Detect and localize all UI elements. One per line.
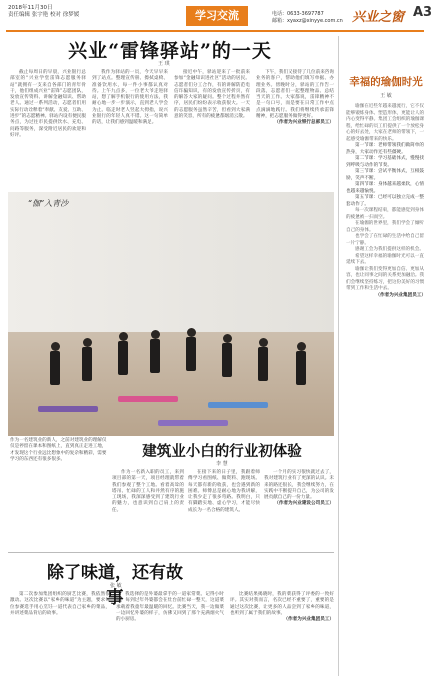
sidebar-line: 希望这样幸福的瑜伽时光可以一直延续下去。 <box>346 253 424 265</box>
sidebar-title: 幸福的瑜伽时光 <box>349 76 423 88</box>
editor-line: 责任编辑 张宇艳 校对 徐梦媛 <box>8 12 80 18</box>
article1-column-4: 下午，我们又接待了几位前来咨询业务的客户，帮助他们填写单据、办理业务。傍晚时分，驿站的工作告一段落，志愿者们一起整理物品、总结当天的工作。大家都说，雷锋精神不是一句口号，而是要在日常工作中点点滴滴地践行。我们将继续传承雷锋精神，把志愿服务做得更好。 （作者为兴业银行总部员工） <box>256 70 334 126</box>
section-title: 学习交流 <box>186 6 248 26</box>
article2-column-1: 作为一名新入职的员工，来到项目部的第一天，项目经理就带着我们参观了整个工地。看着高耸的塔吊、忙碌的工人和井然有序的施工现场，我深深感受到了建筑行业的魅力，也意识到自己肩上的责任。 <box>112 470 184 513</box>
column-divider <box>338 36 339 676</box>
phone-number: 电话：0633-3697787 <box>272 11 324 17</box>
yoga-mat <box>38 406 98 412</box>
article1-source: （作者为兴业银行总部员工） <box>274 120 334 126</box>
article3-column-1: 第二次参加集团组织的厨艺比赛，我依然很激动。这次比赛以“家乡的味道”为主题，要求每位参赛选手用心烹饪一道代表自己家乡的菜品，并讲述菜品背后的故事。 <box>10 592 110 616</box>
yoga-person <box>116 332 130 375</box>
yoga-mat <box>208 402 268 408</box>
article2-column-2: 在接下来的日子里，我跟着师傅学习看图纸、做资料、跑现场。每天都有新的收获，也会遇到新的困难。师傅总是耐心地为我讲解，让我少走了很多弯路。我明白，只有脚踏实地、虚心学习，才能尽快成长为一名合格的建筑人。 <box>188 470 260 513</box>
sidebar-line: 第五节课：已经可以独立完成一整套动作了。 <box>346 195 424 207</box>
article1-title: 兴业“雷锋驿站”的一天 <box>68 40 272 62</box>
article3-title: 除了味道，还有故事 <box>47 563 183 608</box>
sidebar-body <box>346 104 426 299</box>
article3-author: 张 敏 <box>110 583 122 589</box>
yoga-mat <box>118 396 178 402</box>
yoga-person <box>256 338 270 381</box>
yoga-mat <box>158 420 228 426</box>
email-address: 邮箱：xyaxz@xinyye.com.cn <box>272 18 343 24</box>
article1-author: 王 琪 <box>158 61 170 67</box>
page-number: A3 <box>413 5 432 20</box>
header-meta <box>8 5 79 19</box>
article3-source: （作者为兴业集团员工） <box>283 617 334 623</box>
photo-caption: “伽”入青沙 <box>28 199 69 208</box>
issue-date: 2018年11月30日 <box>8 5 53 11</box>
sidebar-author: 王 敏 <box>380 93 392 99</box>
photo-wall <box>8 192 334 332</box>
sidebar-outro: 瑜伽让我们变得更加自信、更加从容，也让同事之间的关系更加融洽。我们会继续坚持练习，把这份美好的习惯带到工作和生活中去。 <box>346 266 425 291</box>
yoga-person <box>294 342 308 385</box>
sidebar-line: 第一节课：老师带领我们做简单的热身，大家动作还有些僵硬。 <box>346 143 424 155</box>
yoga-person <box>48 342 62 385</box>
yoga-person <box>80 338 94 381</box>
header-divider <box>6 30 424 32</box>
yoga-class-photo <box>8 192 334 436</box>
article2-author: 李 慧 <box>216 461 228 467</box>
yoga-person <box>148 330 162 373</box>
sidebar-source: （作者为兴业集团员工） <box>375 292 426 298</box>
sidebar-line: 在瑜伽的世界里，我们学会了倾听自己的身体。 <box>346 221 424 233</box>
brand-logo: 兴业之窗 <box>352 10 405 25</box>
sidebar-line: 第三节课：尝试平衡体式，互相鼓励，笑声不断。 <box>346 169 424 181</box>
photo-caption-text: 作为一名建筑业的新人，之前对建筑业的理解仅仅是停留在课本和图纸上，直到真正走进工地，才发现这个行业远比想象中的复杂和精彩，需要学习的东西还有很多很多。 <box>10 438 107 462</box>
article1-column-2: 我作为驿站的一员，今天早早来到了站点。整理宣传册、擦拭桌椅、准备饮用水，每一件小事都认真对待。上午九点多，一位老大爷走进驿站，想了解手机银行的使用方法，我耐心地一步一步演示，直到老人学会为止。临走时老人竖起大拇指，说兴业银行的年轻人真不错。这一句简单的话，让我们感到温暖和满足。 <box>92 70 168 126</box>
sidebar-line: 第二节课：学习基础体式，慢慢找到呼吸与动作的节奏。 <box>346 156 424 168</box>
contact-info <box>272 11 343 25</box>
sidebar-line: 也学会了在忙碌的生活中给自己留一片宁静。 <box>346 234 424 246</box>
article3-column-2: 我选择的是外婆最拿手的一道家常菜。记得小时候，每到过年外婆都会在灶台前忙碌一整天，这道菜承载着我童年最温暖的回忆。比赛当天，我一边做菜一边回忆外婆的样子，仿佛又回到了那个充满烟火气的小厨房。 <box>116 592 224 623</box>
section-divider <box>8 552 334 553</box>
yoga-person <box>184 328 198 371</box>
sidebar-line: 每一次课程结束，都能感觉到身体的疲惫被一扫而空。 <box>346 208 424 220</box>
article2-source: （作者为兴业建设公司员工） <box>274 501 334 507</box>
sidebar-intro: 瑜伽在近些年越来越流行，它不仅能够锻炼身体、塑造形体，更能让人的内心变得平静。集团工会组织的瑜伽课程，给忙碌的员工们提供了一个放松身心的好去处，大家在老师的带领下，一起感受瑜伽带来的快乐。 <box>346 104 425 142</box>
yoga-person <box>220 334 234 377</box>
article1-column-1: 截止每周日的早晨，兴业银行总部室的“兴业学堂雷锋志愿服务驿站”就拥有一支来自各部门的青年骨干，他们组成兴业“雷锋”志愿团队，发放宣传资料、讲解金融知识、帮助老人。通过一系列活动，志愿者们用实际行动诠释着“奉献、友爱、互助、进步”的志愿精神。驿站内设有便民服务点，为过往市民提供饮水、充电、问路等服务，深受附近居民的欢迎和好评。 <box>10 70 86 138</box>
article3-column-3: 比赛结果揭晓时，我的菜获得了评委的一致好评。其实对我而言，名次已经不重要了，重要的是通过这次比赛，让更多的人品尝到了家乡的味道，也听到了属于我们的故事。 （作者为兴业集团员工） <box>230 592 334 623</box>
sidebar-line: 第四节课：身体越来越柔软，心情也越来越愉悦。 <box>346 182 424 194</box>
article2-title: 建筑业小白的行业初体验 <box>142 443 302 460</box>
article1-column-3: 接近中午，驿站迎来了一批前来参加“金融知识进社区”活动的居民。志愿者们分工合作，有的讲解防范电信诈骗知识，有的发放宣传折页，有的解答大家的疑问。整个过程井然有序，居民们纷纷表示收获很大。一天的志愿服务虽然辛苦，但看到大家满意的笑容，所有的疲惫都烟消云散。 <box>174 70 250 120</box>
page-header <box>0 0 430 32</box>
article2-column-3: 一个月的实习很快就过去了，我对建筑行业有了更深的认识。未来的路还很长，我会继续努力，在实践中不断提升自己，为公司的发展贡献自己的一份力量。 （作者为兴业建设公司员工） <box>264 470 334 507</box>
sidebar-line: 感谢工会为我们提供这样的机会。 <box>355 247 424 252</box>
